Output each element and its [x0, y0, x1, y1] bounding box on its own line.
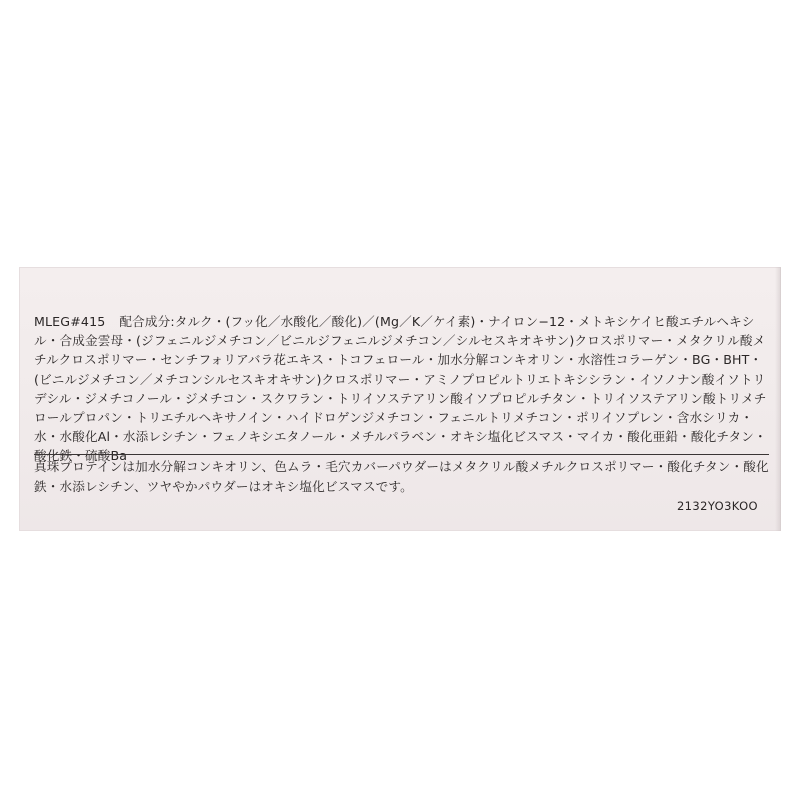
ingredient-note: 真珠プロテインは加水分解コンキオリン、色ムラ・毛穴カバーパウダーはメタクリル酸メチルクロスポリマー・酸化チタン・酸化鉄・水添レシチン、ツヤやかパウダーはオキシ塩化ビスマスです。: [34, 459, 769, 494]
product-code: MLEG#415: [34, 314, 106, 329]
ingredients-block: [34, 312, 770, 466]
lot-code: 2132YO3KOO: [676, 499, 758, 513]
ingredients-list: 配合成分:タルク・(フッ化／水酸化／酸化)／(Mg／K／ケイ素)・ナイロン−12・メトキシケイヒ酸エチルヘキシル・合成金雲母・(ジフェニルジメチコン／ビニルジフェニルジメチコン／シルセスキオキサン)クロスポリマー・メタクリル酸メチルクロスポリマー・センチフォリアバラ花エキス・トコフェロール・加水分解コンキオリン・水溶性コラーゲン・BG・BHT・(ビニルジメチコン／メチコンシルセスキオキサン)クロスポリマー・アミノプロピルトリエトキシシラン・イソノナン酸イソトリデシル・ジメチコノール・ジメチコン・スクワラン・トリイソステアリン酸イソプロピルチタン・トリイソステアリン酸トリメチロールプロパン・トリエチルヘキサノイン・ハイドロゲンジメチコン・フェニルトリメチコン・ポリイソプレン・含水シリカ・水・水酸化Al・水添レシチン・フェノキシエタノール・メチルパラベン・オキシ塩化ビスマス・マイカ・酸化亜鉛・酸化チタン・酸化鉄・硫酸Ba: [34, 314, 767, 464]
label-edge-shadow: [775, 267, 781, 531]
ingredient-label: [19, 267, 781, 531]
label-divider: [34, 454, 769, 455]
